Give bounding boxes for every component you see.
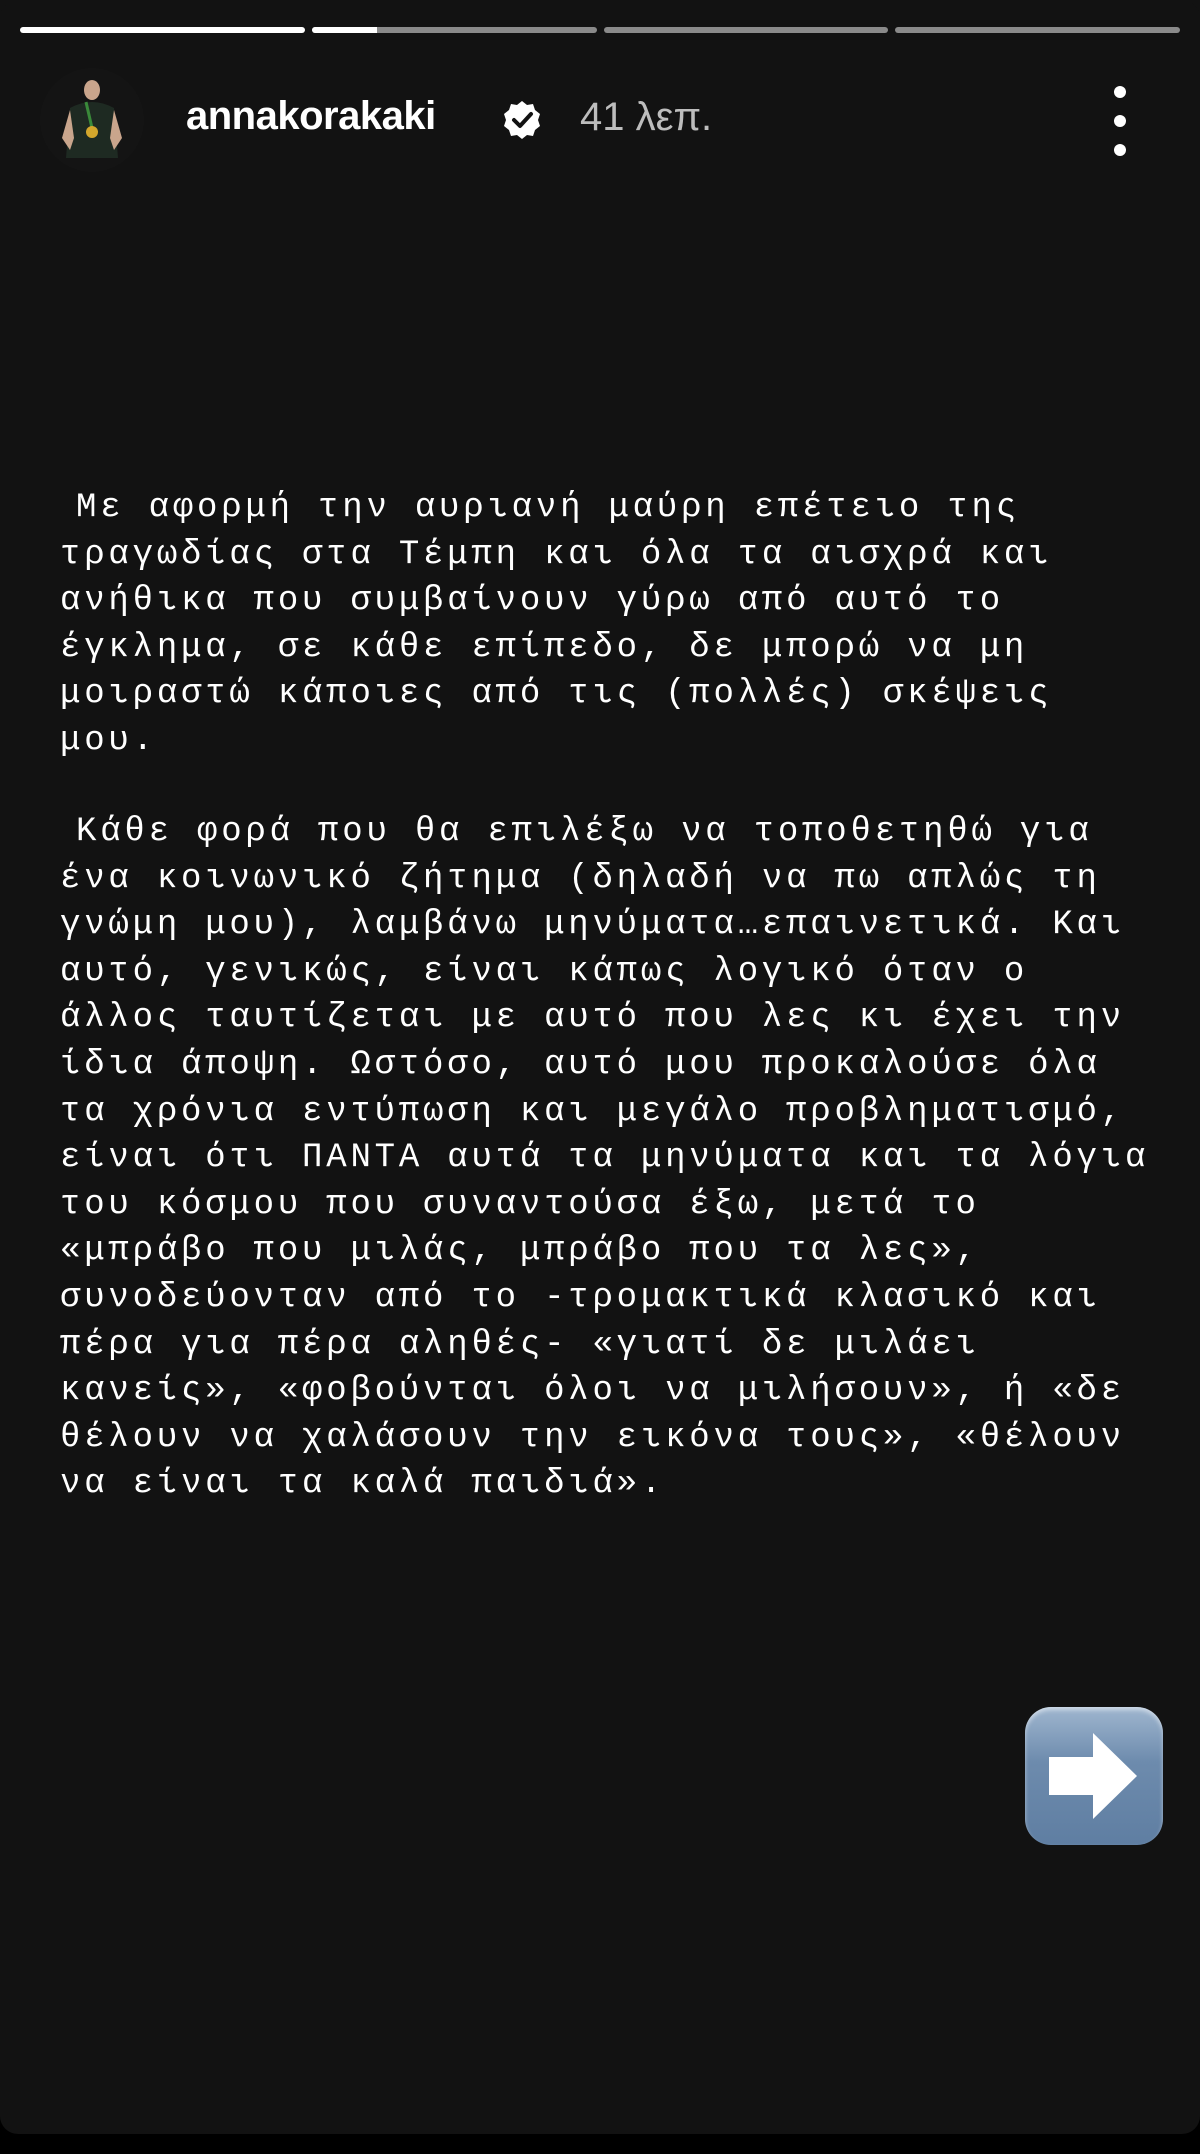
story-header	[0, 68, 1200, 168]
verified-badge-icon	[502, 100, 542, 140]
text-line: συνοδεύονταν από το -τρομακτικά κλασικό και	[60, 1278, 1101, 1317]
story-progress	[20, 27, 1180, 33]
post-time: 41 λεπ.	[580, 95, 713, 139]
text-line: αυτό, γενικώς, είναι κάπως λογικό όταν ο	[60, 952, 1029, 991]
text-line: άλλος ταυτίζεται με αυτό που λες κι έχει την	[60, 999, 1125, 1038]
progress-segment	[895, 27, 1180, 33]
username[interactable]: annakorakaki	[186, 94, 436, 138]
story-top	[0, 0, 1200, 30]
progress-segment	[312, 27, 597, 33]
text-line: ανήθικα που συμβαίνουν γύρω από αυτό το	[60, 582, 1004, 621]
progress-segment	[604, 27, 889, 33]
text-line: ίδια άποψη. Ωστόσο, αυτό μου προκαλούσε όλα	[60, 1045, 1101, 1084]
text-line: είναι ότι ΠΑΝΤΑ αυτά τα μηνύματα και τα λόγια	[60, 1139, 1150, 1178]
more-options-icon[interactable]	[1100, 86, 1140, 156]
text-line: Με αφορμή την αυριανή μαύρη επέτειο της	[76, 489, 1020, 527]
text-line: «μπράβο που μιλάς, μπράβο που τα λες»,	[60, 1232, 980, 1271]
right-arrow-emoji-icon	[1025, 1707, 1163, 1845]
progress-fill	[20, 27, 305, 33]
story-text-paragraph-1	[60, 485, 1052, 765]
text-line: τα χρόνια εντύπωση και μεγάλο προβληματισμό,	[60, 1092, 1125, 1131]
text-line: μοιραστώ κάποιες από τις (πολλές) σκέψεις	[60, 675, 1053, 714]
text-line: κανείς», «φοβούνται όλοι να μιλήσουν», ή «δε	[60, 1372, 1125, 1411]
text-line: Κάθε φορά που θα επιλέξω να τοποθετηθώ για	[76, 813, 1093, 851]
text-line: γνώμη μου), λαμβάνω μηνύματα…επαινετικά. Και	[60, 906, 1125, 945]
progress-fill	[312, 27, 377, 33]
progress-segment	[20, 27, 305, 33]
avatar[interactable]	[40, 68, 144, 172]
story-text-paragraph-2	[60, 809, 1149, 1508]
text-line: να είναι τα καλά παιδιά».	[60, 1465, 666, 1504]
text-line: πέρα για πέρα αληθές- «γιατί δε μιλάει	[60, 1325, 980, 1364]
text-line: του κόσμου που συναντούσα έξω, μετά το	[60, 1185, 980, 1224]
text-line: ένα κοινωνικό ζήτημα (δηλαδή να πω απλώς τη	[60, 859, 1101, 898]
text-line: τραγωδίας στα Τέμπη και όλα τα αισχρά και	[60, 535, 1053, 574]
text-line: θέλουν να χαλάσουν την εικόνα τους», «θέλουν	[60, 1418, 1125, 1457]
text-line: έγκλημα, σε κάθε επίπεδο, δε μπορώ να μη	[60, 628, 1029, 667]
text-line: μου.	[60, 721, 157, 760]
avatar-photo-icon	[40, 68, 144, 172]
